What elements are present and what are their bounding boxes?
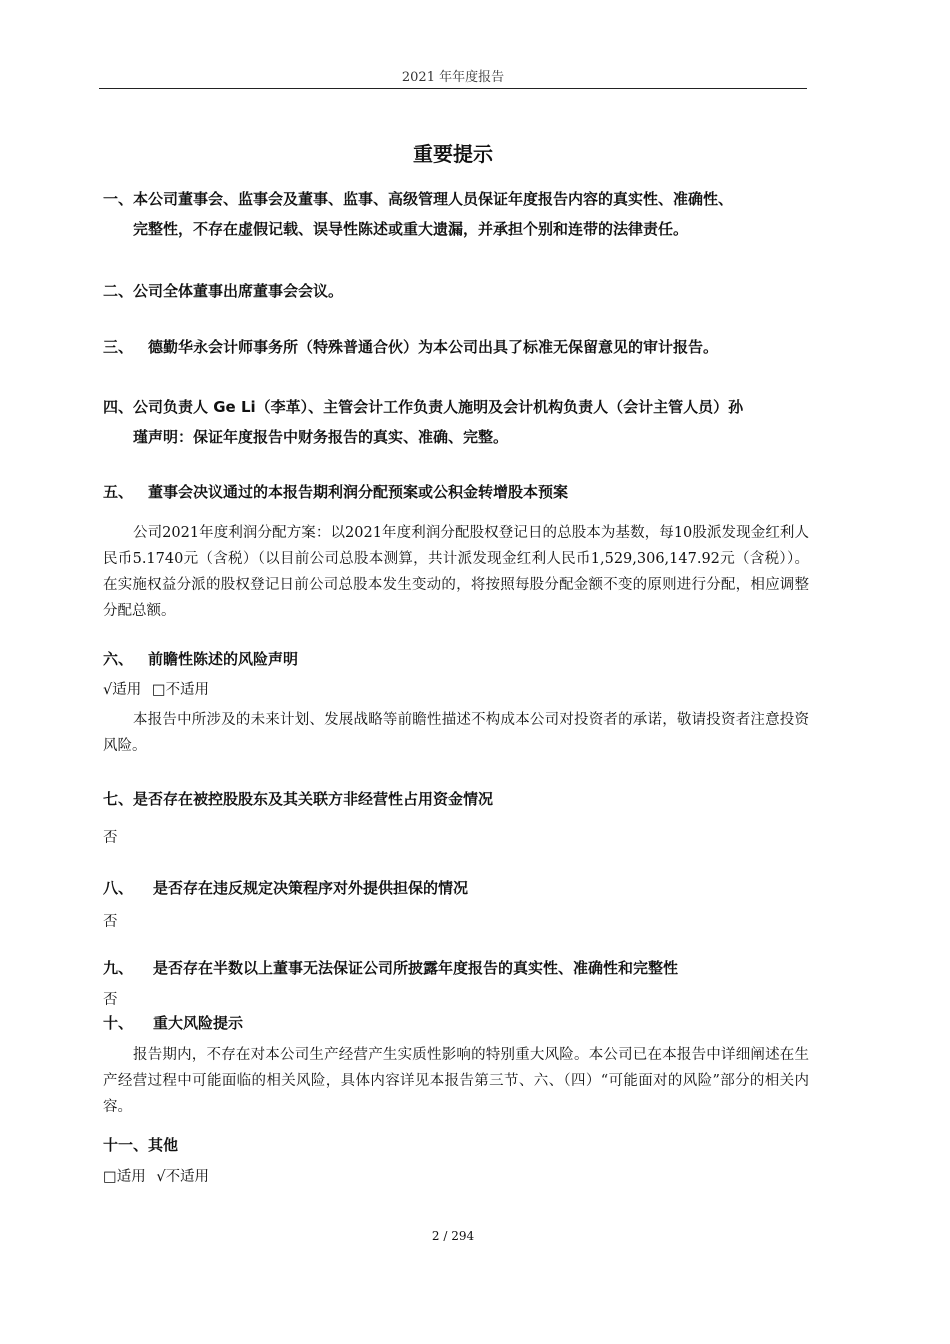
section-11-heading	[103, 1130, 809, 1160]
page-title: 重要提示	[413, 142, 493, 166]
section-3-text: 德勤华永会计师事务所（特殊普通合伙）为本公司出具了标准无保留意见的审计报告。	[148, 338, 719, 356]
section-4-line2: 瑾声明：保证年度报告中财务报告的真实、准确、完整。	[133, 428, 509, 446]
empty-checkbox-icon: □	[103, 1169, 117, 1185]
section-11-number: 十一、	[103, 1136, 149, 1154]
section-10-number: 十、	[103, 1014, 134, 1032]
section-9-title: 是否存在半数以上董事无法保证公司所披露年度报告的真实性、准确性和完整性	[153, 959, 679, 977]
section-1-number: 一、	[103, 190, 134, 208]
section-2	[103, 276, 809, 306]
section-10-heading	[103, 1008, 809, 1038]
section-4-number: 四、	[103, 398, 134, 416]
section-5-heading	[103, 477, 809, 507]
empty-checkbox-icon: □	[151, 682, 166, 698]
section-8-title: 是否存在违反规定决策程序对外提供担保的情况	[153, 879, 469, 897]
section-2-text: 公司全体董事出席董事会会议。	[133, 282, 344, 300]
section-7-number: 七、	[103, 790, 134, 808]
option-applicable: 适用	[116, 1169, 146, 1185]
section-2-number: 二、	[103, 282, 134, 300]
option-not-applicable: 不适用	[165, 682, 210, 698]
section-1-line1: 本公司董事会、监事会及董事、监事、高级管理人员保证年度报告内容的真实性、准确性、	[133, 190, 734, 208]
section-8-answer: 否	[103, 914, 118, 930]
header-divider	[99, 88, 807, 89]
check-mark-icon: √	[103, 682, 113, 698]
section-11-title: 其他	[148, 1136, 179, 1154]
section-10-body: 报告期内，不存在对本公司生产经营产生实质性影响的特别重大风险。本公司已在本报告中详细阐述在生产经营过程中可能面临的相关风险，具体内容详见本报告第三节、六、（四）“可能面对的风险”部分的相关内容。	[103, 1047, 809, 1115]
section-4	[103, 392, 809, 452]
section-5-body: 公司2021年度利润分配方案：以2021年度利润分配股权登记日的总股本为基数，每10股派发现金红利人民币5.1740元（含税）（以目前公司总股本测算，共计派发现金红利人民币1,529,306,147.92元（含税））。在实施权益分派的股权登记日前公司总股本发生变动的，将按照每股分配金额不变的原则进行分配，相应调整分配总额。	[103, 525, 809, 619]
section-9-number: 九、	[103, 959, 134, 977]
section-1	[103, 184, 809, 244]
section-6-heading	[103, 644, 809, 674]
section-3-number: 三、	[103, 338, 134, 356]
section-7-answer: 否	[103, 830, 118, 846]
section-1-line2: 完整性，不存在虚假记载、误导性陈述或重大遗漏，并承担个别和连带的法律责任。	[133, 220, 689, 238]
section-7-heading	[103, 784, 809, 814]
section-10-title: 重大风险提示	[153, 1014, 244, 1032]
option-applicable: 适用	[112, 682, 142, 698]
section-6-body: 本报告中所涉及的未来计划、发展战略等前瞻性描述不构成本公司对投资者的承诺，敬请投资者注意投资风险。	[103, 712, 809, 754]
section-5-number: 五、	[103, 483, 134, 501]
page-number: 2 / 294	[431, 1229, 475, 1243]
section-7-title: 是否存在被控股股东及其关联方非经营性占用资金情况	[133, 790, 494, 808]
section-8-heading	[103, 873, 809, 903]
section-6-title: 前瞻性陈述的风险声明	[148, 650, 299, 668]
section-6-number: 六、	[103, 650, 134, 668]
section-11-options	[103, 1165, 809, 1189]
section-9-heading	[103, 953, 809, 983]
section-3	[103, 332, 809, 362]
section-8-number: 八、	[103, 879, 134, 897]
check-mark-icon: √	[156, 1169, 166, 1185]
section-6-options	[103, 678, 809, 702]
section-4-line1: 公司负责人 Ge Li（李革）、主管会计工作负责人施明及会计机构负责人（会计主管人员）孙	[133, 398, 744, 416]
section-9-answer: 否	[103, 992, 118, 1008]
running-header: 2021 年年度报告	[401, 70, 505, 85]
option-not-applicable: 不适用	[165, 1169, 210, 1185]
section-5-title: 董事会决议通过的本报告期利润分配预案或公积金转增股本预案	[148, 483, 569, 501]
